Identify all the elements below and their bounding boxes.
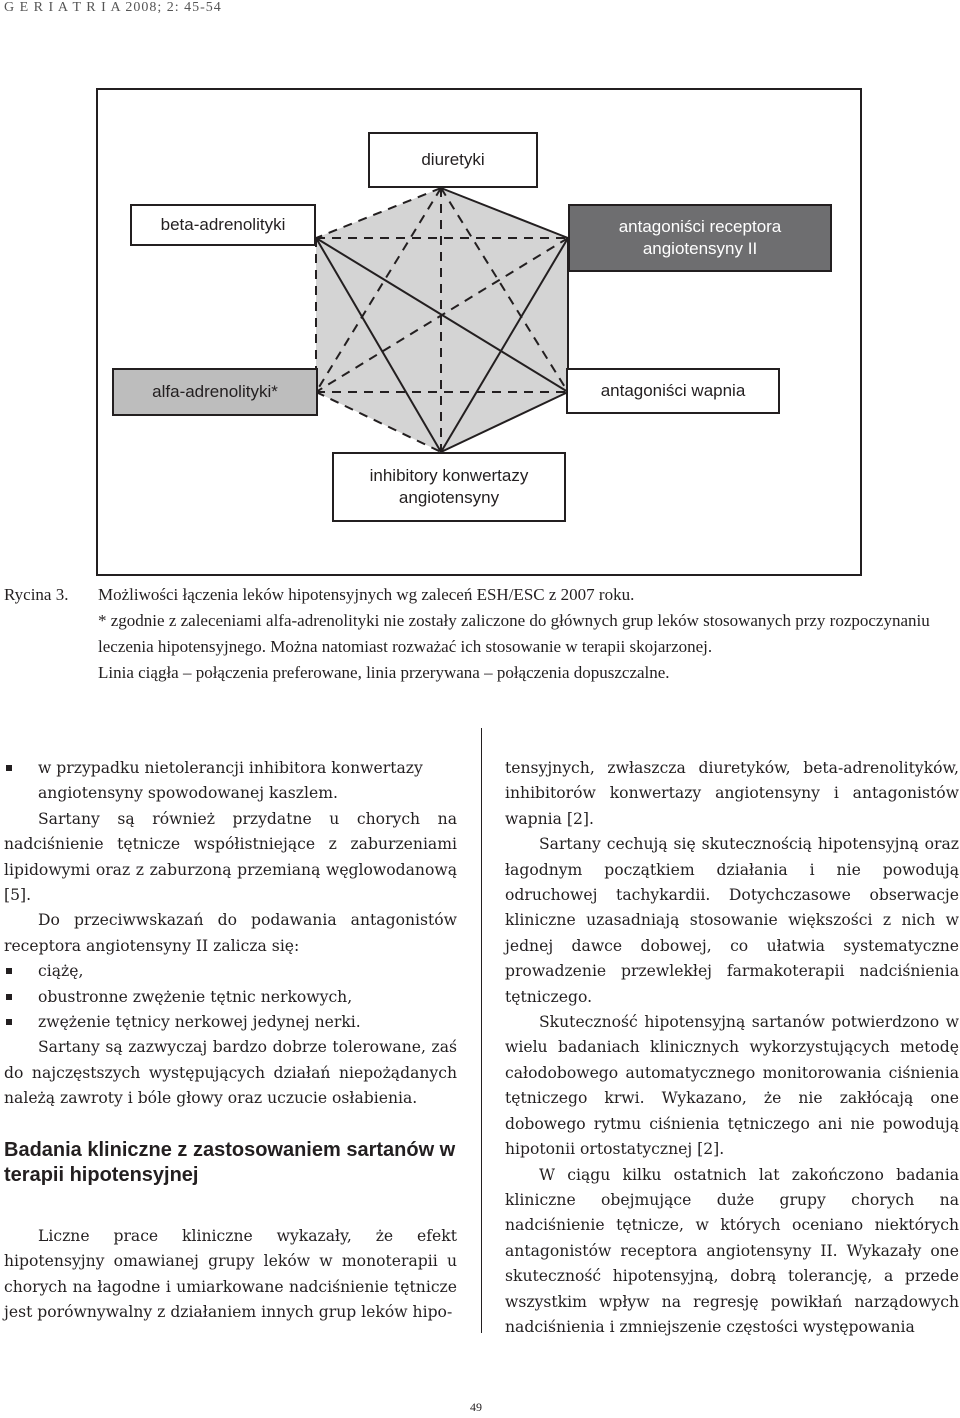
bullet-square-icon [6,968,12,974]
bullet-text: zwężenie tętnicy nerkowej jedynej nerki. [38,1013,361,1032]
paragraph: Sartany są również przydatne u chorych na nadciśnienie tętnicze współistniejące z zaburzeniami lipidowymi oraz z zaburzoną przemianą węglowodanową [5]. [4,809,457,905]
node-acei-line-2: angiotensyny [398,488,500,507]
paragraph: Sartany są zazwyczaj bardzo dobrze tolerowane, zaś do najczęstszych występujących działań niepożądanych należą zawroty i bóle głowy oraz uczucie osłabienia. [4,1038,457,1108]
bullet-text: obustronne zwężenie tętnic nerkowych, [38,987,353,1006]
paragraph: Do przeciwwskazań do podawania antagonistów receptora angiotensyny II zalicza się: [4,911,457,955]
caption-note: * zgodnie z zaleceniami alfa-adrenolityki nie zostały zaliczone do głównych grup leków stosowanych przy rozpoczynaniu leczenia hipotensyjnego. Można natomiast rozważać ich stosowanie w terapii skojarzonej. [98,611,930,656]
figure-frame [96,88,862,576]
node-antagonisci-wapnia [566,368,780,414]
caption-legend: Linia ciągła – połączenia preferowane, linia przerywana – połączenia dopuszczalne. [98,663,670,682]
bullet-square-icon [6,1019,12,1025]
column-divider [481,728,482,1333]
paragraph: W ciągu kilku ostatnich lat zakończono badania kliniczne obejmujące duże grupy chorych na nadciśnienie tętnicze, w których oceniano niektórych antagonistów receptora angiotensyny II. Wykazały one skuteczność hipotensyjną, dobrą tolerancję, a przede wszystkim wpływ na regresję powikłań narządowych nadciśnienia i zmniejszenie częstości występowania [505,1165,959,1336]
bullet-item [4,959,457,984]
node-arb-line-1: antagoniści receptora [618,217,782,236]
node-alfa-adrenolityki [112,368,318,416]
bullet-text: w przypadku nietolerancji inhibitora konwertazy angiotensyny spowodowanej kaszlem. [38,759,423,803]
caption-label: Rycina 3. [4,585,69,604]
figure-caption [4,582,959,686]
bullet-text: ciążę, [38,962,84,981]
node-ccb-line-1: antagoniści wapnia [600,381,746,400]
running-head: G E R I A T R I A 2008; 2: 45-54 [4,0,222,15]
bullet-item [4,756,457,807]
node-acei-line-1: inhibitory konwertazy [369,466,529,485]
bullet-item [4,1010,457,1035]
bullet-square-icon [6,765,12,771]
caption-title: Możliwości łączenia leków hipotensyjnych wg zaleceń ESH/ESC z 2007 roku. [98,585,635,604]
node-alfa-line-1: alfa-adrenolityki* [152,382,278,401]
section-heading: Badania kliniczne z zastosowaniem sartanów w terapii hipotensyjnej [4,1138,456,1186]
paragraph: Liczne prace kliniczne wykazały, że efekt hipotensyjny omawianej grupy leków w monoterapii u chorych na łagodne i umiarkowane nadciśnienie tętnicze jest porównywalny z działaniem innych grup leków hipo- [4,1226,457,1321]
node-beta-adrenolityki [130,204,316,246]
node-antagonisci-receptora [568,204,832,272]
node-beta-line-1: beta-adrenolityki [160,215,286,234]
bullet-square-icon [6,994,12,1000]
left-column [4,756,457,1325]
node-inhibitory-konwertazy [332,452,566,522]
node-arb-line-2: angiotensyny II [642,239,758,258]
node-diuretyki [368,132,538,188]
page-number: 49 [470,1400,482,1414]
node-diuretyki-line-1: diuretyki [421,150,485,169]
bullet-item [4,985,457,1010]
paragraph: Sartany cechują się skutecznością hipotensyjną oraz łagodnym początkiem działania i nie powodują odruchowej tachykardii. Dotychczasowe obserwacje kliniczne uzasadniają stosowanie większości z nich w jednej dawce dobowej, co ułatwia systematyczne prowadzenie przewlekłej farmakoterapii nadciśnienia tętniczego. [505,835,959,1006]
paragraph: Skuteczność hipotensyjną sartanów potwierdzono w wielu badaniach klinicznych wykorzystujących metodę całodobowego automatycznego monitorowania ciśnienia tętniczego krwi. Wykazano, że nie zakłócają one dobowego rytmu ciśnienia tętniczego ani nie powodują hipotonii ortostatycznej [2]. [505,1013,959,1159]
right-column [505,756,959,1340]
paragraph: tensyjnych, zwłaszcza diuretyków, beta-adrenolityków, inhibitorów konwertazy angiotensyny i antagonistów wapnia [2]. [505,759,959,828]
